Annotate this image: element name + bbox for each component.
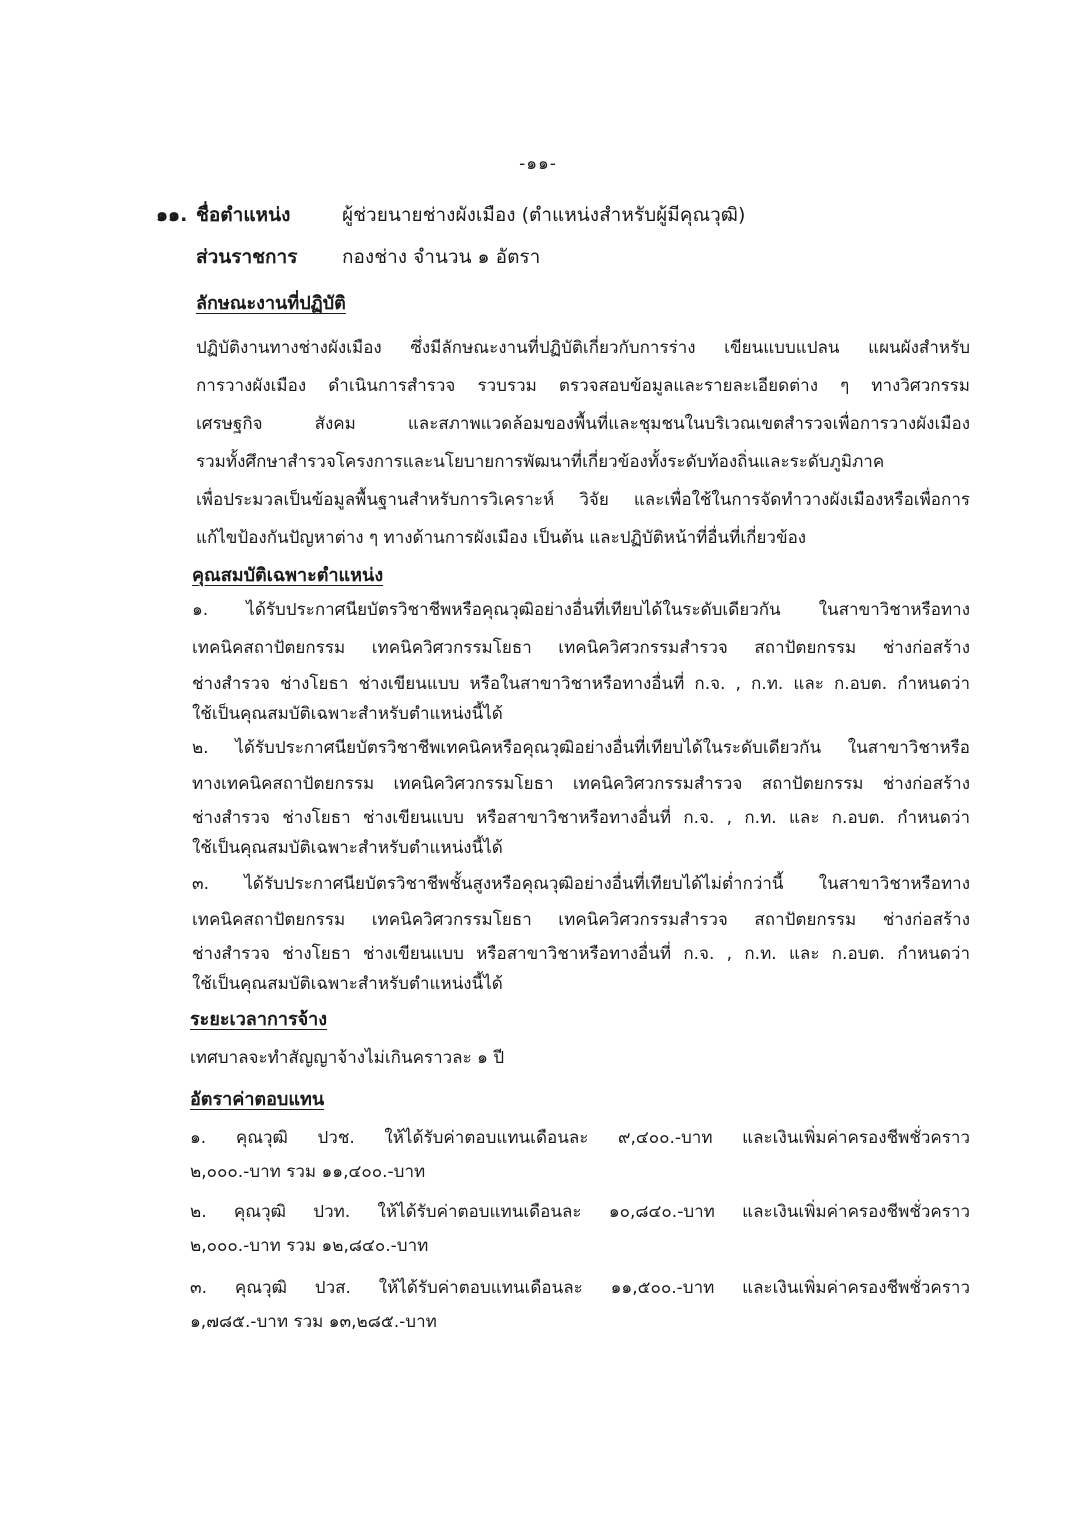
qualification-line: เทคนิคสถาปัตยกรรม เทคนิควิศวกรรมโยธา เทคนิควิศวกรรมสำรวจ สถาปัตยกรรม ช่างก่อสร้าง	[192, 910, 970, 930]
page-number: -๑๑-	[519, 154, 557, 174]
qualification-line: เทคนิคสถาปัตยกรรม เทคนิควิศวกรรมโยธา เทคนิควิศวกรรมสำรวจ สถาปัตยกรรม ช่างก่อสร้าง	[192, 638, 970, 658]
compensation-heading: อัตราค่าตอบแทน	[190, 1089, 325, 1110]
qualification-line: ทางเทคนิคสถาปัตยกรรม เทคนิควิศวกรรมโยธา เทคนิควิศวกรรมสำรวจ สถาปัตยกรรม ช่างก่อสร้าง	[192, 774, 970, 794]
compensation-line: ๑. คุณวุฒิ ปวช. ให้ได้รับค่าตอบแทนเดือนละ ๙,๔๐๐.-บาท และเงินเพิ่มค่าครองชีพชั่วคราว	[190, 1128, 970, 1148]
duties-heading: ลักษณะงานที่ปฏิบัติ	[196, 293, 346, 314]
qualification-line: ใช้เป็นคุณสมบัติเฉพาะสำหรับตำแหน่งนี้ได้	[192, 704, 503, 724]
compensation-line: ๑,๗๘๕.-บาท รวม ๑๓,๒๘๕.-บาท	[190, 1312, 437, 1332]
qualifications-heading: คุณสมบัติเฉพาะตำแหน่ง	[192, 565, 384, 586]
qualification-line: ๑. ได้รับประกาศนียบัตรวิชาชีพหรือคุณวุฒิอย่างอื่นที่เทียบได้ในระดับเดียวกัน ในสาขาวิชาหรือทาง	[192, 600, 970, 620]
compensation-line: ๒. คุณวุฒิ ปวท. ให้ได้รับค่าตอบแทนเดือนละ ๑๐,๘๔๐.-บาท และเงินเพิ่มค่าครองชีพชั่วคราว	[190, 1202, 970, 1222]
qualification-line: ใช้เป็นคุณสมบัติเฉพาะสำหรับตำแหน่งนี้ได้	[192, 838, 503, 858]
position-label: ชื่อตำแหน่ง	[196, 204, 291, 226]
compensation-line: ๒,๐๐๐.-บาท รวม ๑๑,๔๐๐.-บาท	[190, 1162, 426, 1182]
compensation-line: ๒,๐๐๐.-บาท รวม ๑๒,๘๔๐.-บาท	[190, 1236, 429, 1256]
position-value: ผู้ช่วยนายช่างผังเมือง (ตำแหน่งสำหรับผู้มีคุณวุฒิ)	[342, 204, 746, 226]
qualification-line: ช่างสำรวจ ช่างโยธา ช่างเขียนแบบ หรือสาขาวิชาหรือทางอื่นที่ ก.จ. , ก.ท. และ ก.อบต. กำหนดว่า	[192, 944, 970, 964]
qualification-line: ช่างสำรวจ ช่างโยธา ช่างเขียนแบบ หรือในสาขาวิชาหรือทางอื่นที่ ก.จ. , ก.ท. และ ก.อบต. กำหนดว่า	[192, 674, 970, 694]
section-index: ๑๑.	[156, 204, 188, 226]
qualification-line: ใช้เป็นคุณสมบัติเฉพาะสำหรับตำแหน่งนี้ได้	[192, 974, 503, 994]
duties-line: รวมทั้งศึกษาสำรวจโครงการและนโยบายการพัฒนาที่เกี่ยวข้องทั้งระดับท้องถิ่นและระดับภูมิภาค	[196, 452, 885, 472]
employment-period-text: เทศบาลจะทำสัญญาจ้างไม่เกินคราวละ ๑ ปี	[190, 1048, 505, 1068]
compensation-line: ๓. คุณวุฒิ ปวส. ให้ได้รับค่าตอบแทนเดือนละ ๑๑,๕๐๐.-บาท และเงินเพิ่มค่าครองชีพชั่วคราว	[190, 1278, 970, 1298]
department-value: กองช่าง จำนวน ๑ อัตรา	[342, 246, 541, 268]
qualification-line: ช่างสำรวจ ช่างโยธา ช่างเขียนแบบ หรือสาขาวิชาหรือทางอื่นที่ ก.จ. , ก.ท. และ ก.อบต. กำหนดว่า	[192, 808, 970, 828]
qualification-line: ๓. ได้รับประกาศนียบัตรวิชาชีพชั้นสูงหรือคุณวุฒิอย่างอื่นที่เทียบได้ไม่ต่ำกว่านี้ ในสาขาวิชาหรือทาง	[192, 874, 970, 894]
department-label: ส่วนราชการ	[196, 246, 298, 268]
employment-period-heading: ระยะเวลาการจ้าง	[190, 1009, 328, 1030]
duties-line: เพื่อประมวลเป็นข้อมูลพื้นฐานสำหรับการวิเคราะห์ วิจัย และเพื่อใช้ในการจัดทำวางผังเมืองหรือเพื่อการ	[196, 490, 970, 510]
duties-line: แก้ไขป้องกันปัญหาต่าง ๆ ทางด้านการผังเมือง เป็นต้น และปฏิบัติหน้าที่อื่นที่เกี่ยวข้อง	[196, 528, 807, 548]
duties-line: เศรษฐกิจ สังคม และสภาพแวดล้อมของพื้นที่และชุมชนในบริเวณเขตสำรวจเพื่อการวางผังเมือง	[196, 414, 970, 434]
qualification-line: ๒. ได้รับประกาศนียบัตรวิชาชีพเทคนิคหรือคุณวุฒิอย่างอื่นที่เทียบได้ในระดับเดียวกัน ในสาขาวิชาหรือ	[192, 738, 970, 758]
duties-line: ปฏิบัติงานทางช่างผังเมือง ซึ่งมีลักษณะงานที่ปฏิบัติเกี่ยวกับการร่าง เขียนแบบแปลน แผนผังสำหรับ	[196, 338, 970, 358]
duties-line: การวางผังเมือง ดำเนินการสำรวจ รวบรวม ตรวจสอบข้อมูลและรายละเอียดต่าง ๆ ทางวิศวกรรม	[196, 376, 970, 396]
